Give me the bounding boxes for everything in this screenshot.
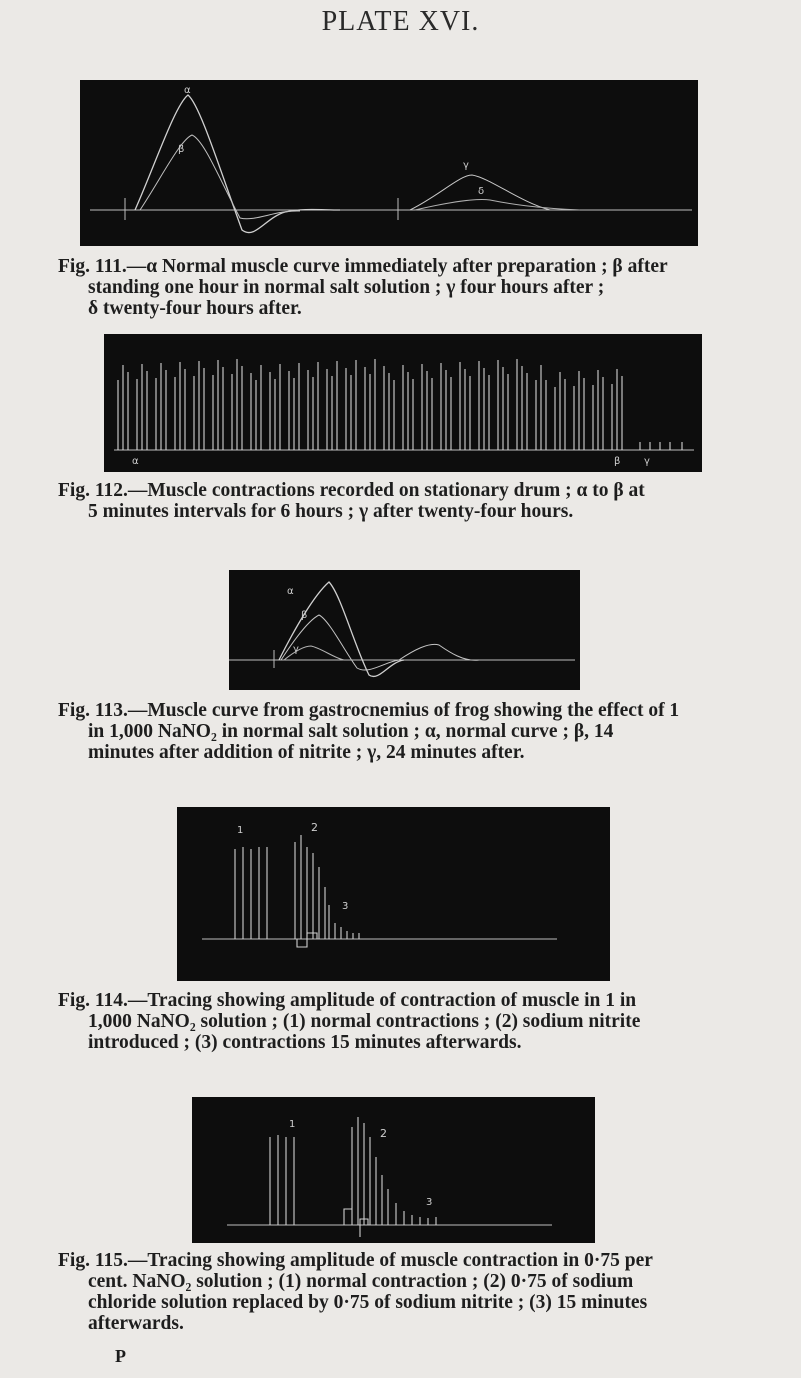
figure-113-tracing [229,570,580,690]
fig114-label-2: 2 [311,821,318,834]
fig115-label-2: 2 [380,1127,387,1140]
fig111-label-beta: β [178,144,185,155]
fig113-label-beta: β [301,610,308,621]
signature-letter: P [115,1346,126,1366]
caption-line: cent. NaNO₂ solution ; (1) normal contraction ; (2) 0·75 of sodium [88,1271,634,1292]
caption-line: Fig. 115.—Tracing showing amplitude of muscle contraction in 0·75 per [58,1250,653,1271]
caption-line: Fig. 112.—Muscle contractions recorded on stationary drum ; α to β at [58,480,645,501]
figure-114-caption [58,990,778,1053]
caption-line: 1,000 NaNO₂ solution ; (1) normal contractions ; (2) sodium nitrite [88,1011,641,1032]
caption-line: standing one hour in normal salt solution ; γ four hours after ; [88,277,605,298]
caption-line: 5 minutes intervals for 6 hours ; γ after twenty-four hours. [88,501,574,522]
fig115-label-3: 3 [426,1197,433,1208]
fig113-label-gamma: γ [293,644,299,655]
figure-114-tracing [177,807,610,981]
figure-111-tracing [80,80,698,246]
figure-111-caption [58,256,778,319]
fig112-label-gamma: γ [644,456,650,467]
caption-line: chloride solution replaced by 0·75 of sodium nitrite ; (3) 15 minutes [88,1292,648,1313]
caption-line: Fig. 111.—α Normal muscle curve immediately after preparation ; β after [58,256,668,277]
figure-112-tracing [104,334,702,472]
fig114-label-1: 1 [237,825,244,836]
figure-115-caption [58,1250,778,1334]
figure-113-caption [58,700,778,763]
fig115-label-1: 1 [289,1119,296,1130]
caption-line: Fig. 114.—Tracing showing amplitude of contraction of muscle in 1 in [58,990,637,1011]
caption-line: minutes after addition of nitrite ; γ, 24 minutes after. [88,742,525,763]
caption-line: in 1,000 NaNO₂ in normal salt solution ; α, normal curve ; β, 14 [88,721,614,742]
fig112-label-alpha: α [132,456,139,467]
figure-115-tracing [192,1097,595,1243]
figure-112-caption [58,480,778,522]
caption-line: introduced ; (3) contractions 15 minutes afterwards. [88,1032,522,1053]
plate-title: PLATE XVI. [321,6,480,37]
fig112-label-beta: β [614,456,621,467]
fig114-label-3: 3 [342,901,349,912]
fig111-label-delta: δ [478,186,485,197]
caption-line: Fig. 113.—Muscle curve from gastrocnemius of frog showing the effect of 1 [58,700,680,721]
caption-line: afterwards. [88,1313,184,1334]
fig111-label-gamma: γ [463,160,469,171]
fig111-label-alpha: α [184,85,191,96]
caption-line: δ twenty-four hours after. [88,298,302,319]
fig113-label-alpha: α [287,586,294,597]
